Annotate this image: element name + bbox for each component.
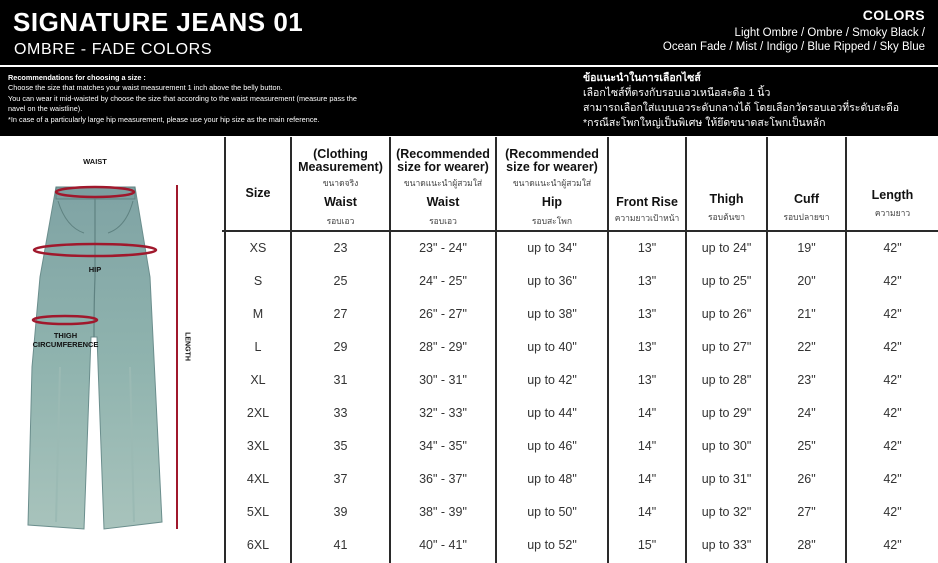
header-waist-rec-th2: รอบเอว: [429, 216, 457, 226]
cell-cuff: 28": [797, 538, 816, 552]
cell-hip: up to 52": [527, 538, 577, 552]
header-front-rise: [609, 139, 685, 229]
cell-rec-waist: 32" - 33": [419, 406, 467, 420]
header-waist-recommended: [391, 139, 495, 229]
recommendations-th-line: เลือกไซส์ที่ตรงกับรอบเอวเหนือสะดือ 1 นิ้ว: [583, 87, 771, 99]
table-row: [222, 364, 938, 397]
cell-length: 42": [883, 274, 902, 288]
cell-length: 42": [883, 241, 902, 255]
cell-hip: up to 38": [527, 307, 577, 321]
jeans-figure: [0, 137, 222, 563]
cell-size: XL: [250, 373, 266, 387]
thigh-label: [18, 331, 113, 349]
cell-rec-waist: 23" - 24": [419, 241, 467, 255]
table-row: [222, 232, 938, 265]
cell-thigh: up to 31": [701, 472, 752, 486]
cell-rise: 15": [637, 538, 657, 552]
cell-length: 42": [883, 505, 902, 519]
colors-heading: COLORS: [862, 7, 925, 23]
cell-rise: 13": [637, 373, 657, 387]
cell-rec-waist: 26" - 27": [419, 307, 467, 321]
cell-size: S: [253, 274, 263, 288]
colors-list-line-2: Ocean Fade / Mist / Indigo / Blue Ripped / Sky Blue: [662, 40, 925, 53]
header-banner: [0, 0, 938, 65]
cell-thigh: up to 25": [701, 274, 752, 288]
cell-thigh: up to 28": [701, 373, 752, 387]
recommendations-en-line: Choose the size that matches your waist measurement 1 inch above the belly button.: [8, 83, 283, 93]
recommendations-en-heading: Recommendations for choosing a size :: [8, 73, 146, 82]
page-subtitle: OMBRE - FADE COLORS: [14, 41, 213, 58]
header-size: [226, 139, 290, 229]
header-length: [847, 139, 938, 229]
cell-rise: 13": [637, 274, 657, 288]
recommendations-en-line: *In case of a particularly large hip measurement, please use your hip size as the main reference.: [8, 114, 320, 124]
cell-size: XS: [249, 241, 267, 255]
cell-waist: 31: [333, 373, 348, 387]
cell-size: L: [254, 340, 262, 354]
cell-hip: up to 42": [527, 373, 577, 387]
cell-waist: 37: [333, 472, 348, 486]
cell-cuff: 24": [797, 406, 816, 420]
cell-hip: up to 50": [527, 505, 577, 519]
header-waist-clothing-pre: (Clothing Measurement): [298, 147, 383, 174]
cell-size: M: [252, 307, 264, 321]
cell-thigh: up to 24": [701, 241, 752, 255]
table-row: [222, 430, 938, 463]
cell-waist: 23: [333, 241, 348, 255]
length-label: LENGTH: [183, 332, 191, 361]
cell-length: 42": [883, 307, 902, 321]
hip-label: HIP: [88, 265, 102, 274]
cell-length: 42": [883, 439, 902, 453]
header-cuff-th: รอบปลายขา: [783, 212, 830, 222]
cell-rise: 14": [637, 472, 657, 486]
header-waist-rec-th1: ขนาดแนะนำผู้สวมใส่: [403, 178, 483, 188]
cell-length: 42": [883, 406, 902, 420]
header-rise-main: Front Rise: [616, 195, 678, 209]
colors-list-line-1: Light Ombre / Ombre / Smoky Black /: [734, 27, 925, 39]
cell-rise: 14": [637, 406, 657, 420]
table-row: [222, 463, 938, 496]
table-row: [222, 265, 938, 298]
table-row: [222, 298, 938, 331]
cell-waist: 39: [333, 505, 348, 519]
cell-size: 6XL: [246, 538, 270, 552]
cell-cuff: 26": [797, 472, 816, 486]
thigh-label-line-1: THIGH: [53, 331, 78, 340]
cell-waist: 25: [333, 274, 348, 288]
cell-rise: 13": [637, 340, 657, 354]
header-cuff: [768, 139, 845, 229]
table-row: [222, 331, 938, 364]
size-table: [222, 137, 938, 563]
cell-hip: up to 48": [527, 472, 577, 486]
cell-hip: up to 34": [527, 241, 577, 255]
recommendations-en-line: navel on the waistline).: [8, 104, 83, 114]
header-waist-rec-pre: (Recommended size for wearer): [396, 147, 490, 174]
cell-rec-waist: 38" - 39": [419, 505, 467, 519]
recommendations-th: [583, 71, 933, 131]
cell-size: 2XL: [246, 406, 270, 420]
table-row: [222, 496, 938, 529]
cell-cuff: 27": [797, 505, 816, 519]
colors-list: [595, 27, 925, 54]
cell-cuff: 19": [797, 241, 816, 255]
header-waist-rec-main: Waist: [426, 195, 460, 209]
header-waist-clothing: [292, 139, 389, 229]
cell-hip: up to 44": [527, 406, 577, 420]
header-length-th: ความยาว: [874, 208, 911, 218]
cell-rise: 13": [637, 307, 657, 321]
cell-rec-waist: 24" - 25": [419, 274, 467, 288]
cell-size: 4XL: [246, 472, 270, 486]
cell-rec-waist: 34" - 35": [419, 439, 467, 453]
cell-size: 5XL: [246, 505, 270, 519]
header-length-main: Length: [871, 188, 914, 202]
cell-rise: 13": [637, 241, 657, 255]
recommendations-th-line: สามารถเลือกใส่แบบเอวระดับกลางได้ โดยเลือกวัดรอบเอวที่ระดับสะดือ: [583, 102, 900, 114]
header-waist-clothing-th1: ขนาดจริง: [322, 178, 359, 188]
cell-waist: 41: [333, 538, 348, 552]
recommendations-en: [8, 73, 448, 125]
cell-cuff: 21": [797, 307, 816, 321]
cell-hip: up to 46": [527, 439, 577, 453]
cell-cuff: 23": [797, 373, 816, 387]
cell-thigh: up to 27": [701, 340, 752, 354]
header-hip: [497, 139, 607, 229]
cell-length: 42": [883, 373, 902, 387]
waist-label: WAIST: [83, 157, 107, 166]
cell-thigh: up to 32": [701, 505, 752, 519]
thigh-label-line-2: CIRCUMFERENCE: [32, 340, 99, 349]
header-hip-th2: รอบสะโพก: [531, 216, 573, 226]
cell-rise: 14": [637, 439, 657, 453]
cell-waist: 35: [333, 439, 348, 453]
table-row: [222, 529, 938, 562]
table-row: [222, 397, 938, 430]
recommendations-banner: [0, 67, 938, 136]
header-rise-th: ความยาวเป้าหน้า: [614, 213, 680, 223]
header-thigh: [687, 139, 766, 229]
cell-hip: up to 36": [527, 274, 577, 288]
cell-cuff: 25": [797, 439, 816, 453]
cell-rec-waist: 36" - 37": [419, 472, 467, 486]
header-waist-clothing-main: Waist: [324, 195, 357, 209]
header-waist-clothing-th2: รอบเอว: [326, 216, 355, 226]
cell-length: 42": [883, 340, 902, 354]
recommendations-th-heading: ข้อแนะนำในการเลือกไซส์: [583, 72, 701, 84]
cell-length: 42": [883, 538, 902, 552]
cell-rise: 14": [637, 505, 657, 519]
cell-cuff: 22": [797, 340, 816, 354]
header-thigh-th: รอบต้นขา: [708, 212, 745, 222]
cell-thigh: up to 30": [701, 439, 752, 453]
header-thigh-main: Thigh: [709, 192, 744, 206]
cell-thigh: up to 33": [701, 538, 752, 552]
cell-thigh: up to 26": [701, 307, 752, 321]
cell-rec-waist: 40" - 41": [419, 538, 467, 552]
header-hip-pre: (Recommended size for wearer): [505, 147, 599, 174]
cell-size: 3XL: [246, 439, 270, 453]
cell-hip: up to 40": [527, 340, 577, 354]
cell-length: 42": [883, 472, 902, 486]
page-title: SIGNATURE JEANS 01: [13, 7, 304, 37]
header-hip-th1: ขนาดแนะนำผู้สวมใส่: [512, 178, 592, 188]
recommendations-th-line: *กรณีสะโพกใหญ่เป็นพิเศษ ให้ยึดขนาดสะโพกเป็นหลัก: [583, 117, 826, 129]
recommendations-en-line: You can wear it mid-waisted by choose the size that according to the waist measurement (measure pass the: [8, 93, 357, 103]
header-cuff-main: Cuff: [794, 192, 819, 206]
header-hip-main: Hip: [541, 195, 563, 209]
cell-waist: 33: [333, 406, 348, 420]
header-size-label: Size: [245, 186, 271, 200]
cell-rec-waist: 30" - 31": [419, 373, 467, 387]
cell-waist: 27: [333, 307, 348, 321]
cell-waist: 29: [333, 340, 348, 354]
cell-cuff: 20": [797, 274, 816, 288]
cell-thigh: up to 29": [701, 406, 752, 420]
cell-rec-waist: 28" - 29": [419, 340, 467, 354]
